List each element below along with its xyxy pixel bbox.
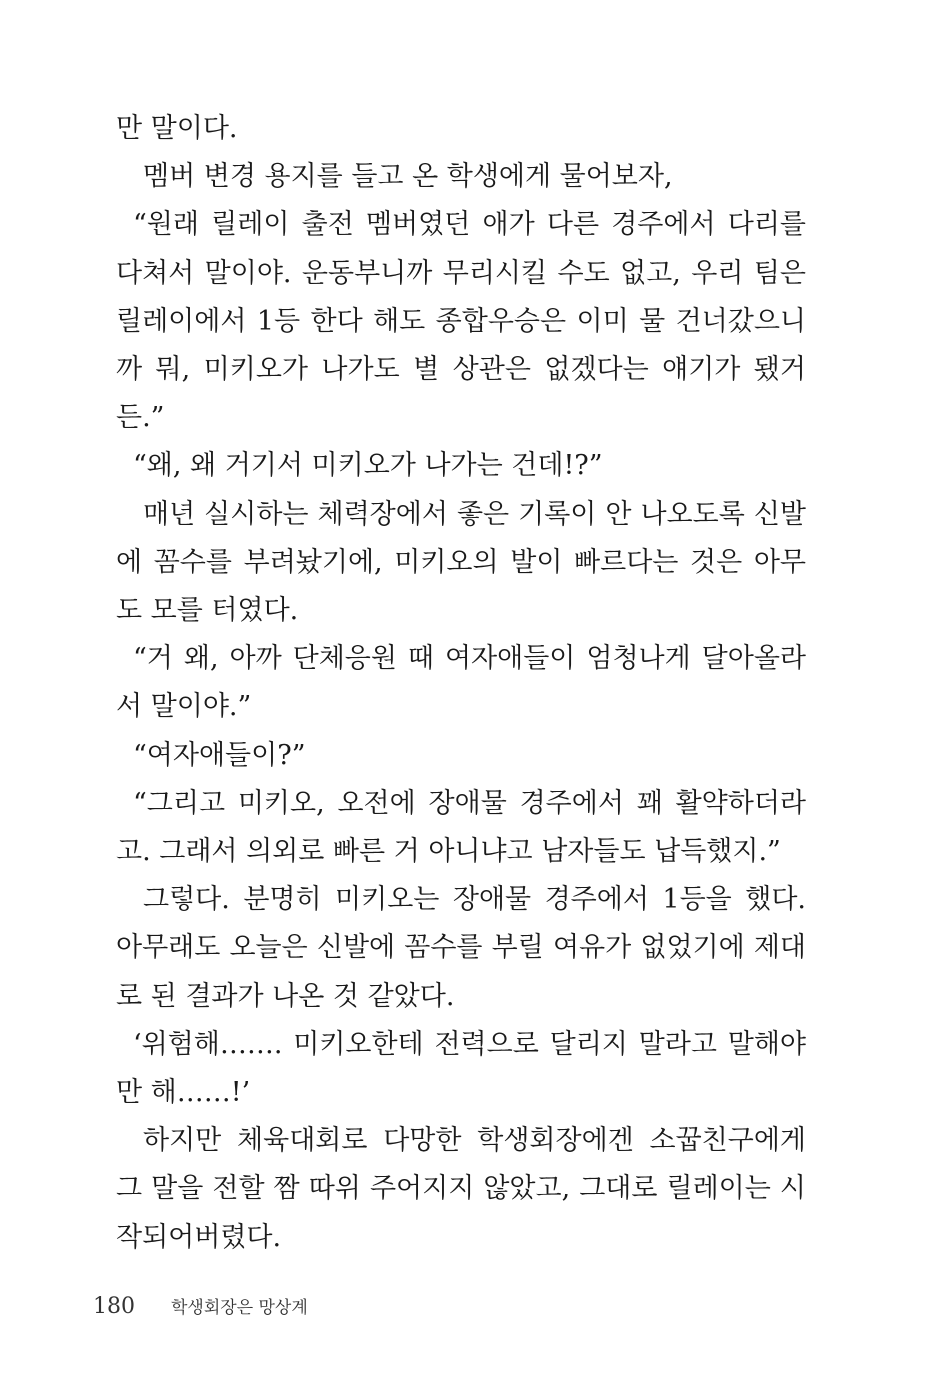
paragraph-2: 멤버 변경 용지를 들고 온 학생에게 물어보자, — [143, 161, 673, 193]
paragraph-3: “원래 릴레이 출전 멤버였던 애가 다른 경주에서 다리를 다쳐서 말이야. 운동부니까 무리시킬 수도 없고, 우리 팀은 릴레이에서 1등 한다 해도 종합우승은 이미 물 건너갔으니까 뭐, 미키오가 나가도 별 상관은 없겠다는 얘기가 됐거든.” — [116, 209, 806, 434]
paragraph-9: 그렇다. 분명히 미키오는 장애물 경주에서 1등을 했다. 아무래도 오늘은 신발에 꼼수를 부릴 여유가 없었기에 제대로 된 결과가 나온 것 같았다. — [116, 884, 806, 1012]
paragraph-1: 만 말이다. — [116, 113, 238, 144]
paragraph-4: “왜, 왜 거기서 미키오가 나가는 건데!?” — [133, 450, 603, 482]
body-text — [116, 105, 806, 1262]
page-footer — [93, 1293, 308, 1319]
paragraph-11: 하지만 체육대회로 다망한 학생회장에겐 소꿉친구에게 그 말을 전할 짬 따위 주어지지 않았고, 그대로 릴레이는 시작되어버렸다. — [116, 1125, 806, 1253]
paragraph-5: 매년 실시하는 체력장에서 좋은 기록이 안 나오도록 신발에 꼼수를 부려놨기에, 미키오의 발이 빠르다는 것은 아무도 모를 터였다. — [116, 498, 806, 627]
paragraph-8: “그리고 미키오, 오전에 장애물 경주에서 꽤 활약하더라고. 그래서 의외로 빠른 거 아니냐고 남자들도 납득했지.” — [116, 787, 806, 868]
running-title: 학생회장은 망상계 — [171, 1298, 308, 1318]
paragraph-6: “거 왜, 아까 단체응원 때 여자애들이 엄청나게 달아올라서 말이야.” — [116, 643, 806, 723]
paragraph-10: ‘위험해……. 미키오한테 전력으로 달리지 말라고 말해야만 해……!’ — [116, 1028, 806, 1109]
page-number: 180 — [93, 1294, 135, 1319]
paragraph-7: “여자애들이?” — [133, 739, 306, 771]
